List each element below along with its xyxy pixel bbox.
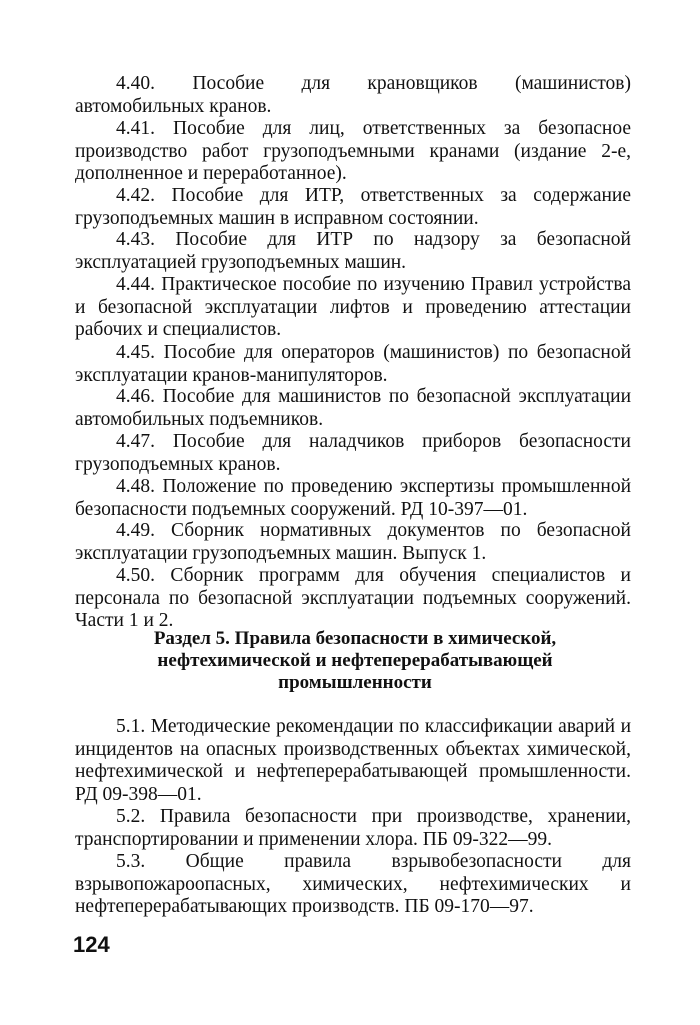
item-number: 4.46. (116, 386, 155, 407)
item-text: Общие правила взрывобезопасности для взрывопожароопасных, химических, нефтехимических и нефтеперерабатывающих производств. ПБ 09-170—97. (75, 851, 631, 917)
item-text: Положение по проведению экспертизы промышленной безопасности подъемных сооружений. РД 10-397—01. (75, 476, 632, 520)
item-text: Пособие для ИТР по надзору за безопасной эксплуатацией грузоподъемных машин. (75, 229, 631, 273)
item-number: 4.49. (116, 520, 155, 541)
list-item-4-45 (75, 342, 631, 387)
list-item-4-47 (75, 431, 631, 476)
list-item-4-49 (75, 520, 631, 565)
item-number: 5.1. (116, 716, 146, 737)
list-item-4-50 (75, 565, 631, 633)
item-text: Пособие для машинистов по безопасной эксплуатации автомобильных подъемников. (75, 386, 632, 430)
section-heading: Раздел 5. Правила безопасности в химической, нефтехимической и нефтеперерабатывающей промышленности (153, 628, 557, 693)
item-text: Пособие для наладчиков приборов безопасности грузоподъемных кранов. (75, 431, 631, 475)
item-number: 4.44. (116, 274, 155, 295)
list-item-4-42 (75, 185, 631, 230)
item-number: 4.48. (116, 476, 155, 497)
list-item-4-44 (75, 274, 631, 342)
item-text: Сборник нормативных документов по безопасной эксплуатации грузоподъемных машин. Выпуск 1. (75, 520, 631, 564)
list-item-4-48 (75, 476, 631, 521)
list-item-5-1 (75, 716, 631, 806)
list-item-4-43 (75, 229, 631, 274)
item-number: 4.47. (116, 431, 155, 452)
item-text: Пособие для лиц, ответственных за безопасное производство работ грузоподъемными кранами (издание 2-е, дополненное и переработанное). (75, 118, 631, 184)
item-text: Пособие для крановщиков (машинистов) автомобильных кранов. (75, 73, 631, 117)
item-number: 4.41. (116, 118, 155, 139)
item-number: 4.40. (116, 73, 155, 94)
item-number: 5.2. (116, 806, 146, 827)
item-text: Методические рекомендации по классификации аварий и инцидентов на опасных производственных объектах химической, нефтехимической и нефтеперерабатывающей промышленности. РД 09-398—01. (75, 716, 631, 805)
item-number: 4.43. (116, 229, 155, 250)
list-item-5-2 (75, 806, 631, 851)
item-number: 4.42. (116, 185, 155, 206)
list-item-4-46 (75, 386, 631, 431)
list-item-4-40 (75, 73, 631, 118)
list-item-4-41 (75, 118, 631, 186)
item-text: Сборник программ для обучения специалистов и персонала по безопасной эксплуатации подъемных сооружений. Части 1 и 2. (75, 565, 631, 631)
item-text: Практическое пособие по изучению Правил устройства и безопасной эксплуатации лифтов и проведению аттестации рабочих и специалистов. (75, 274, 631, 340)
list-item-5-3 (75, 851, 631, 919)
item-text: Пособие для операторов (машинистов) по безопасной эксплуатации кранов-манипуляторов. (75, 342, 632, 386)
item-text: Правила безопасности при производстве, хранении, транспортировании и применении хлора. ПБ 09-322—99. (75, 806, 631, 850)
page-number: 124 (73, 932, 110, 957)
item-number: 4.45. (116, 342, 155, 363)
item-number: 5.3. (116, 851, 146, 872)
item-text: Пособие для ИТР, ответственных за содержание грузоподъемных машин в исправном состоянии. (75, 185, 632, 229)
item-number: 4.50. (116, 565, 155, 586)
